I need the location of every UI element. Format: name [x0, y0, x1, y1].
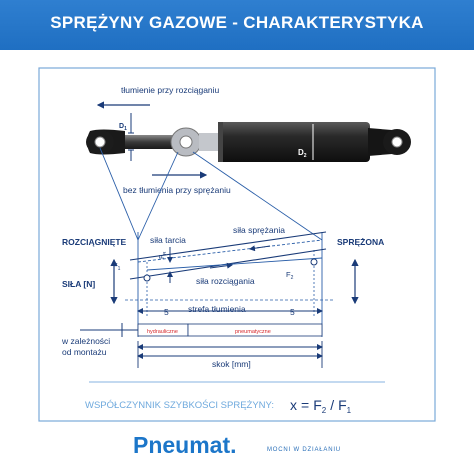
brand-slogan: MOCNI W DZIAŁANIU — [267, 447, 341, 453]
compressed-label: SPRĘŻONA — [337, 237, 385, 247]
damping-extension-label: tłumienie przy rozciąganiu — [121, 85, 220, 95]
d2-label: $D_2$ — [298, 148, 307, 159]
pneumatic-label: pneumatyczne — [235, 329, 271, 335]
brand-logo: Pneumat. — [133, 432, 237, 458]
damping-zone-label: strefa tłumienia — [188, 304, 246, 314]
f1-label: $F_1$ — [113, 261, 121, 272]
formula-expression: $x = F_2 / F_1$ — [290, 397, 352, 415]
f2-label: $F_2$ — [286, 270, 294, 281]
formula-label: WSPÓŁCZYNNIK SZYBKOŚCI SPRĘŻYNY: — [85, 400, 274, 411]
no-damping-compression-label: bez tłumienia przy sprężaniu — [123, 185, 231, 195]
page-title: SPRĘŻYNY GAZOWE - CHARAKTERYSTYKA — [50, 13, 424, 32]
extension-force-label: siła rozciągania — [196, 276, 255, 286]
force-axis-label: SIŁA [N] — [62, 279, 96, 289]
extended-label: ROZCIĄGNIĘTE — [62, 237, 127, 247]
compression-force-label: siła sprężania — [233, 225, 285, 235]
gas-spring-illustration — [86, 113, 411, 162]
five-right-label: 5 — [290, 307, 295, 317]
hydraulic-label: hydrauliczne — [147, 329, 178, 335]
mount-dependent-label-2: od montażu — [62, 347, 107, 357]
five-left-label: 5 — [164, 307, 169, 317]
stroke-label: skok [mm] — [212, 359, 251, 369]
fr-label: $F_R$ — [159, 251, 167, 259]
mount-dependent-label-1: w zależności — [62, 336, 111, 346]
friction-force-label: siła tarcia — [150, 235, 186, 245]
d1-label: $D_1$ — [119, 123, 127, 132]
